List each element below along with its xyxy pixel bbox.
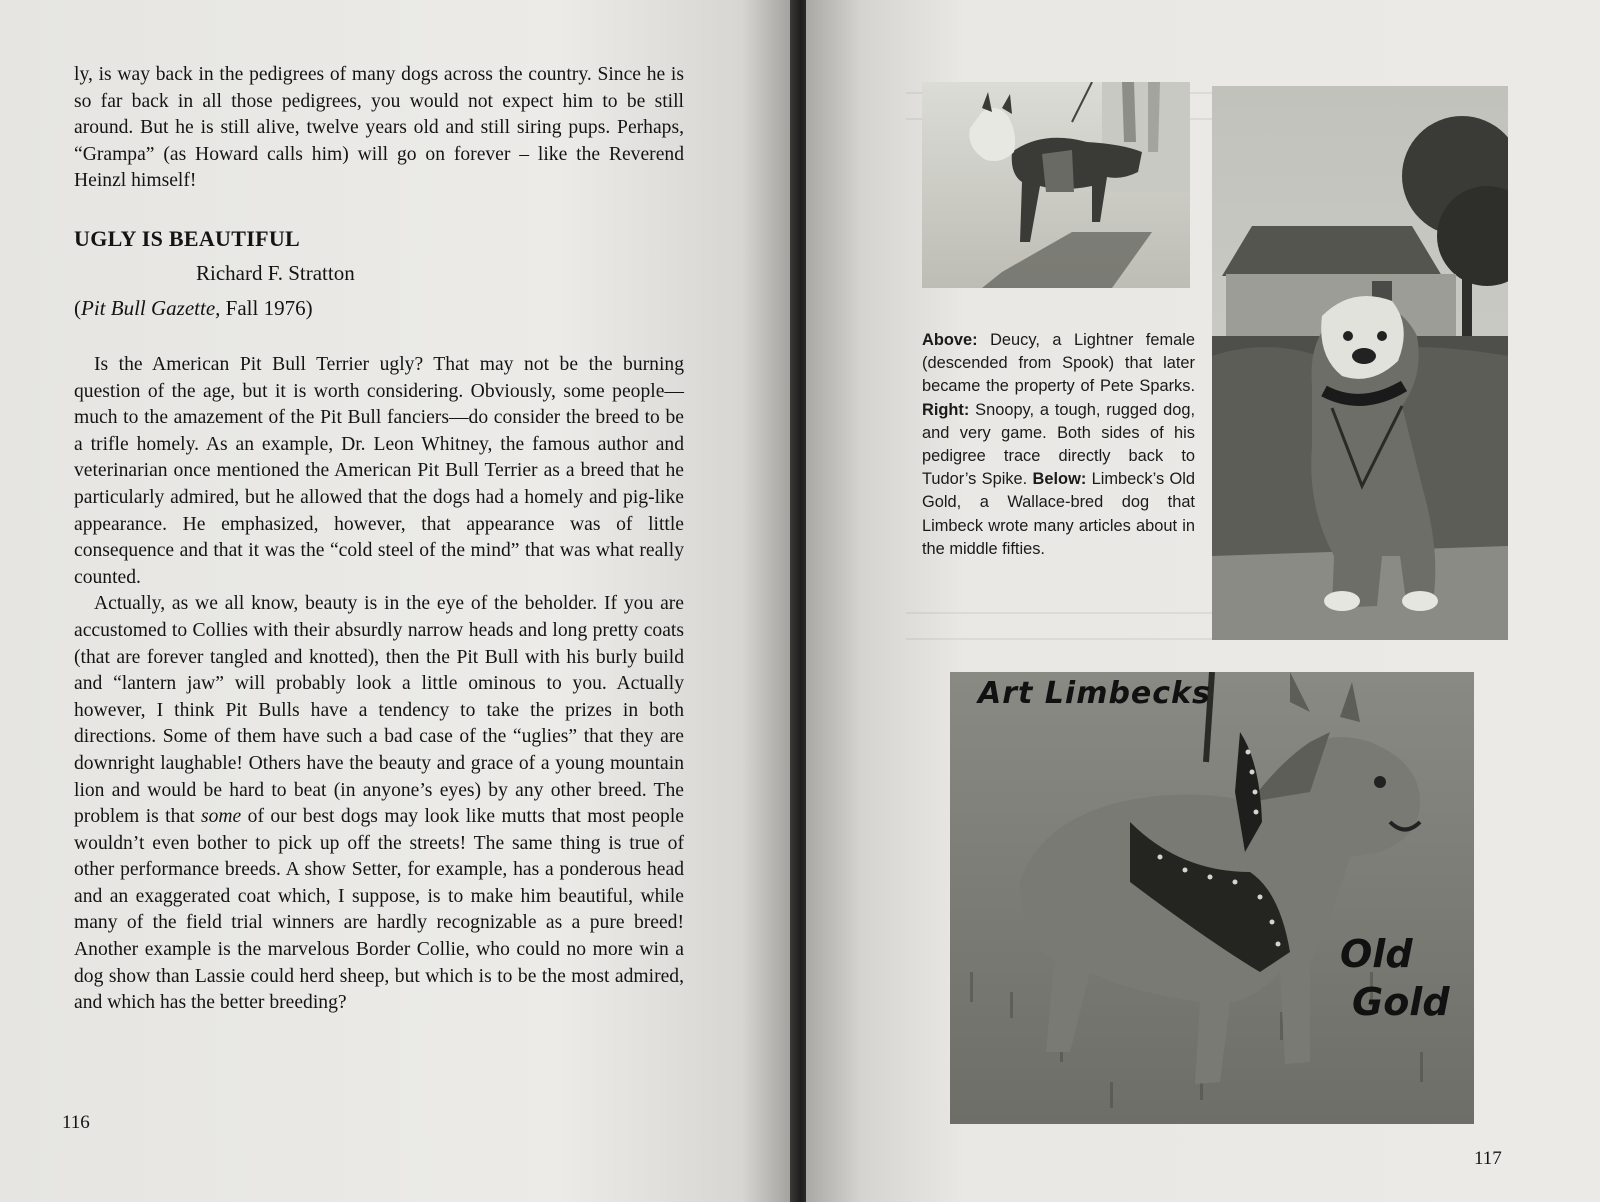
handwriting-gold: Gold xyxy=(1352,980,1450,1024)
emphasis-some: some xyxy=(200,806,242,828)
author-byline: Richard F. Stratton xyxy=(196,261,355,285)
page-number-right: 117 xyxy=(1474,1148,1502,1169)
body-paragraph-2: Actually, as we all know, beauty is in the eye of the beholder. If you are accustomed to Collies with their absurdly narrow heads and long pretty coats (that are forever tangled and knotted), then the Pit Bull with his burly build and “lantern jaw” will probably look a little ominous to you. Actually however, I think Pit Bulls have a tendency to take the prizes in both directions. Some of them have such a bad case of the “uglies” that they are downright laughable! Others have the beauty and grace of a young mountain lion and would be hard to beat (in anyone’s eyes) by any other breed. The problem is that some of our best dogs may look like mutts that most people wouldn’t even bother to pick up off the streets! The same thing is true of other performance breeds. A show Setter, for example, has a ponderous head and an exaggerated coat which, I suppose, is to make him beautiful, while many of the field trial winners are hardly recognizable as a pure breed! Another example is the marvelous Border Collie, who could no more win a dog show than Lassie could herd sheep, but which is to be the most admired, and which has the better breeding? xyxy=(74,593,684,1014)
caption-below-label: Below: xyxy=(1032,470,1087,489)
source-citation: (Pit Bull Gazette, Fall 1976) xyxy=(74,296,313,320)
handwriting-old: Old xyxy=(1340,932,1413,976)
caption-right-label: Right: xyxy=(922,400,970,419)
article-title: UGLY IS BEAUTIFUL xyxy=(74,226,300,251)
source-date: Fall 1976 xyxy=(225,296,306,320)
handwriting-art-limbecks: Art Limbecks xyxy=(978,676,1211,711)
source-publication: Pit Bull Gazette, xyxy=(81,296,221,320)
article-body xyxy=(74,352,684,1017)
left-page xyxy=(0,0,798,1202)
caption-above-label: Above: xyxy=(922,331,978,349)
page-number-left: 116 xyxy=(62,1112,90,1133)
body-paragraph-1: Is the American Pit Bull Terrier ugly? That may not be the burning question of the age, but it is worth considering. Obviously, some people—much to the amazement of the Pit Bull fanciers—do consider the breed to be a trifle homely. As an example, Dr. Leon Whitney, the famous author and veterinarian once mentioned the American Pit Bull Terrier as a breed that he particularly admired, but he allowed that the dogs had a homely and pig-like appearance. He emphasized, however, that appearance was of little consequence and that it was the “cold steel of the mind” that was what really counted. xyxy=(74,354,684,588)
photo-deucy xyxy=(922,82,1190,288)
photo-caption: Above: Deucy, a Lightner female (descended from Spook) that later became the property of Pete Sparks. Right: Snoopy, a tough, rugged dog, and very game. Both sides of his pedigree trace directly back to Tudor’s Spike. Below: Limbeck’s Old Gold, a Wallace-bred dog that Limbeck wrote many articles about in the middle fifties. xyxy=(922,331,1195,558)
photo-snoopy xyxy=(1212,86,1508,640)
intro-paragraph: ly, is way back in the pedigrees of many dogs across the country. Since he is so far back in all those pedigrees, you would not expect him to be still around. But he is still alive, twelve years old and still siring pups. Perhaps, “Grampa” (as Howard calls him) will go on forever – like the Reverend Heinzl himself! xyxy=(74,64,684,192)
photo-old-gold xyxy=(950,672,1474,1124)
